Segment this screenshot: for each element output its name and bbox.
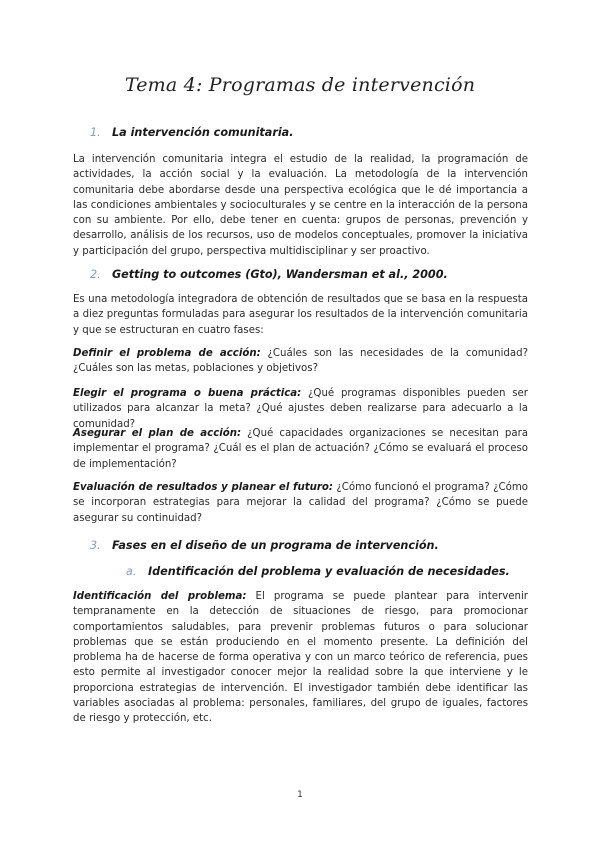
phase-lead: Definir el problema de acción: — [73, 348, 261, 359]
phase-paragraph — [73, 386, 528, 432]
phase-lead: Elegir el programa o buena práctica: — [73, 388, 302, 399]
phase-lead: Asegurar el plan de acción: — [73, 428, 242, 439]
subsection-a-title: Identificación del problema y evaluación de necesidades. — [148, 565, 510, 578]
section-1-paragraph: La intervención comunitaria integra el estudio de la realidad, la programación de actividades, la acción social y la evaluación. La metodología de la intervención comunitaria debe abordarse desde una perspectiva ecológica que le dé importancia a las condiciones ambientales y socioculturales y se centre en la interacción de la persona con su ambiente. Por ello, debe tener en cuenta: grupos de personas, prevención y desarrollo, análisis de los recursos, uso de modelos conceptuales, promover la iniciativa y participación del grupo, perspectiva multidisciplinar y ser proactivo. — [73, 154, 528, 257]
subsection-a-number: a. — [126, 565, 137, 578]
phase-lead: Evaluación de resultados y planear el futuro: — [73, 482, 333, 493]
subsection-a-text: El programa se puede plantear para intervenir tempranamente en la detección de situaciones de riesgo, para promocionar comportamientos saludables, para prevenir problemas futuros o para solucionar problemas que se están produciendo en el momento presente. La definición del problema ha de hacerse de forma operativa y con un marco teórico de referencia, pues esto permite al investigador conocer mejor la realidad sobre la que interviene y le proporciona estrategias de intervención. El investigador también debe identificar las variables asociadas al problema: personales, familiares, del grupo de iguales, factores de riesgo y protección, etc. — [73, 591, 528, 725]
section-2-title: Getting to outcomes (Gto), Wandersman et al., 2000. — [112, 268, 448, 281]
subsection-a-lead: Identificación del problema: — [73, 591, 247, 602]
page-title: Tema 4: Programas de intervención — [124, 74, 476, 96]
section-2-intro: Es una metodología integradora de obtención de resultados que se basa en la respuesta a diez preguntas formuladas para asegurar los resultados de la intervención comunitaria y que se estructuran en cuatro fases: — [73, 294, 528, 336]
subsection-a-paragraph — [73, 589, 528, 727]
section-3-number: 3. — [90, 539, 101, 552]
phase-paragraph — [73, 480, 528, 526]
phase-paragraph — [73, 426, 528, 472]
subsection-a-heading — [126, 565, 510, 578]
section-1-number: 1. — [90, 126, 101, 139]
page-number: 1 — [297, 790, 303, 800]
section-1-heading — [90, 126, 293, 139]
phase-text: ¿Cómo funcionó el programa? ¿Cómo se incorporan estrategias para mejorar la calidad del programa? ¿Cómo se puede asegurar su continuidad? — [73, 482, 528, 524]
section-2-heading — [90, 268, 448, 281]
section-3-heading — [90, 539, 439, 552]
phase-text: ¿Cuáles son las necesidades de la comunidad? ¿Cuáles son las metas, poblaciones y objetivos? — [73, 348, 528, 375]
section-3-title: Fases en el diseño de un programa de intervención. — [112, 539, 439, 552]
phase-text: ¿Qué capacidades organizaciones se necesitan para implementar el programa? ¿Cuál es el plan de actuación? ¿Cómo se evaluará el proceso de implementación? — [73, 428, 528, 470]
section-1-title: La intervención comunitaria. — [112, 126, 294, 139]
section-2-number: 2. — [90, 268, 101, 281]
phase-paragraph — [73, 346, 528, 377]
phase-text: ¿Qué programas disponibles pueden ser utilizados para alcanzar la meta? ¿Qué ajustes deben realizarse para adecuarlo a la comunidad? — [73, 388, 528, 430]
